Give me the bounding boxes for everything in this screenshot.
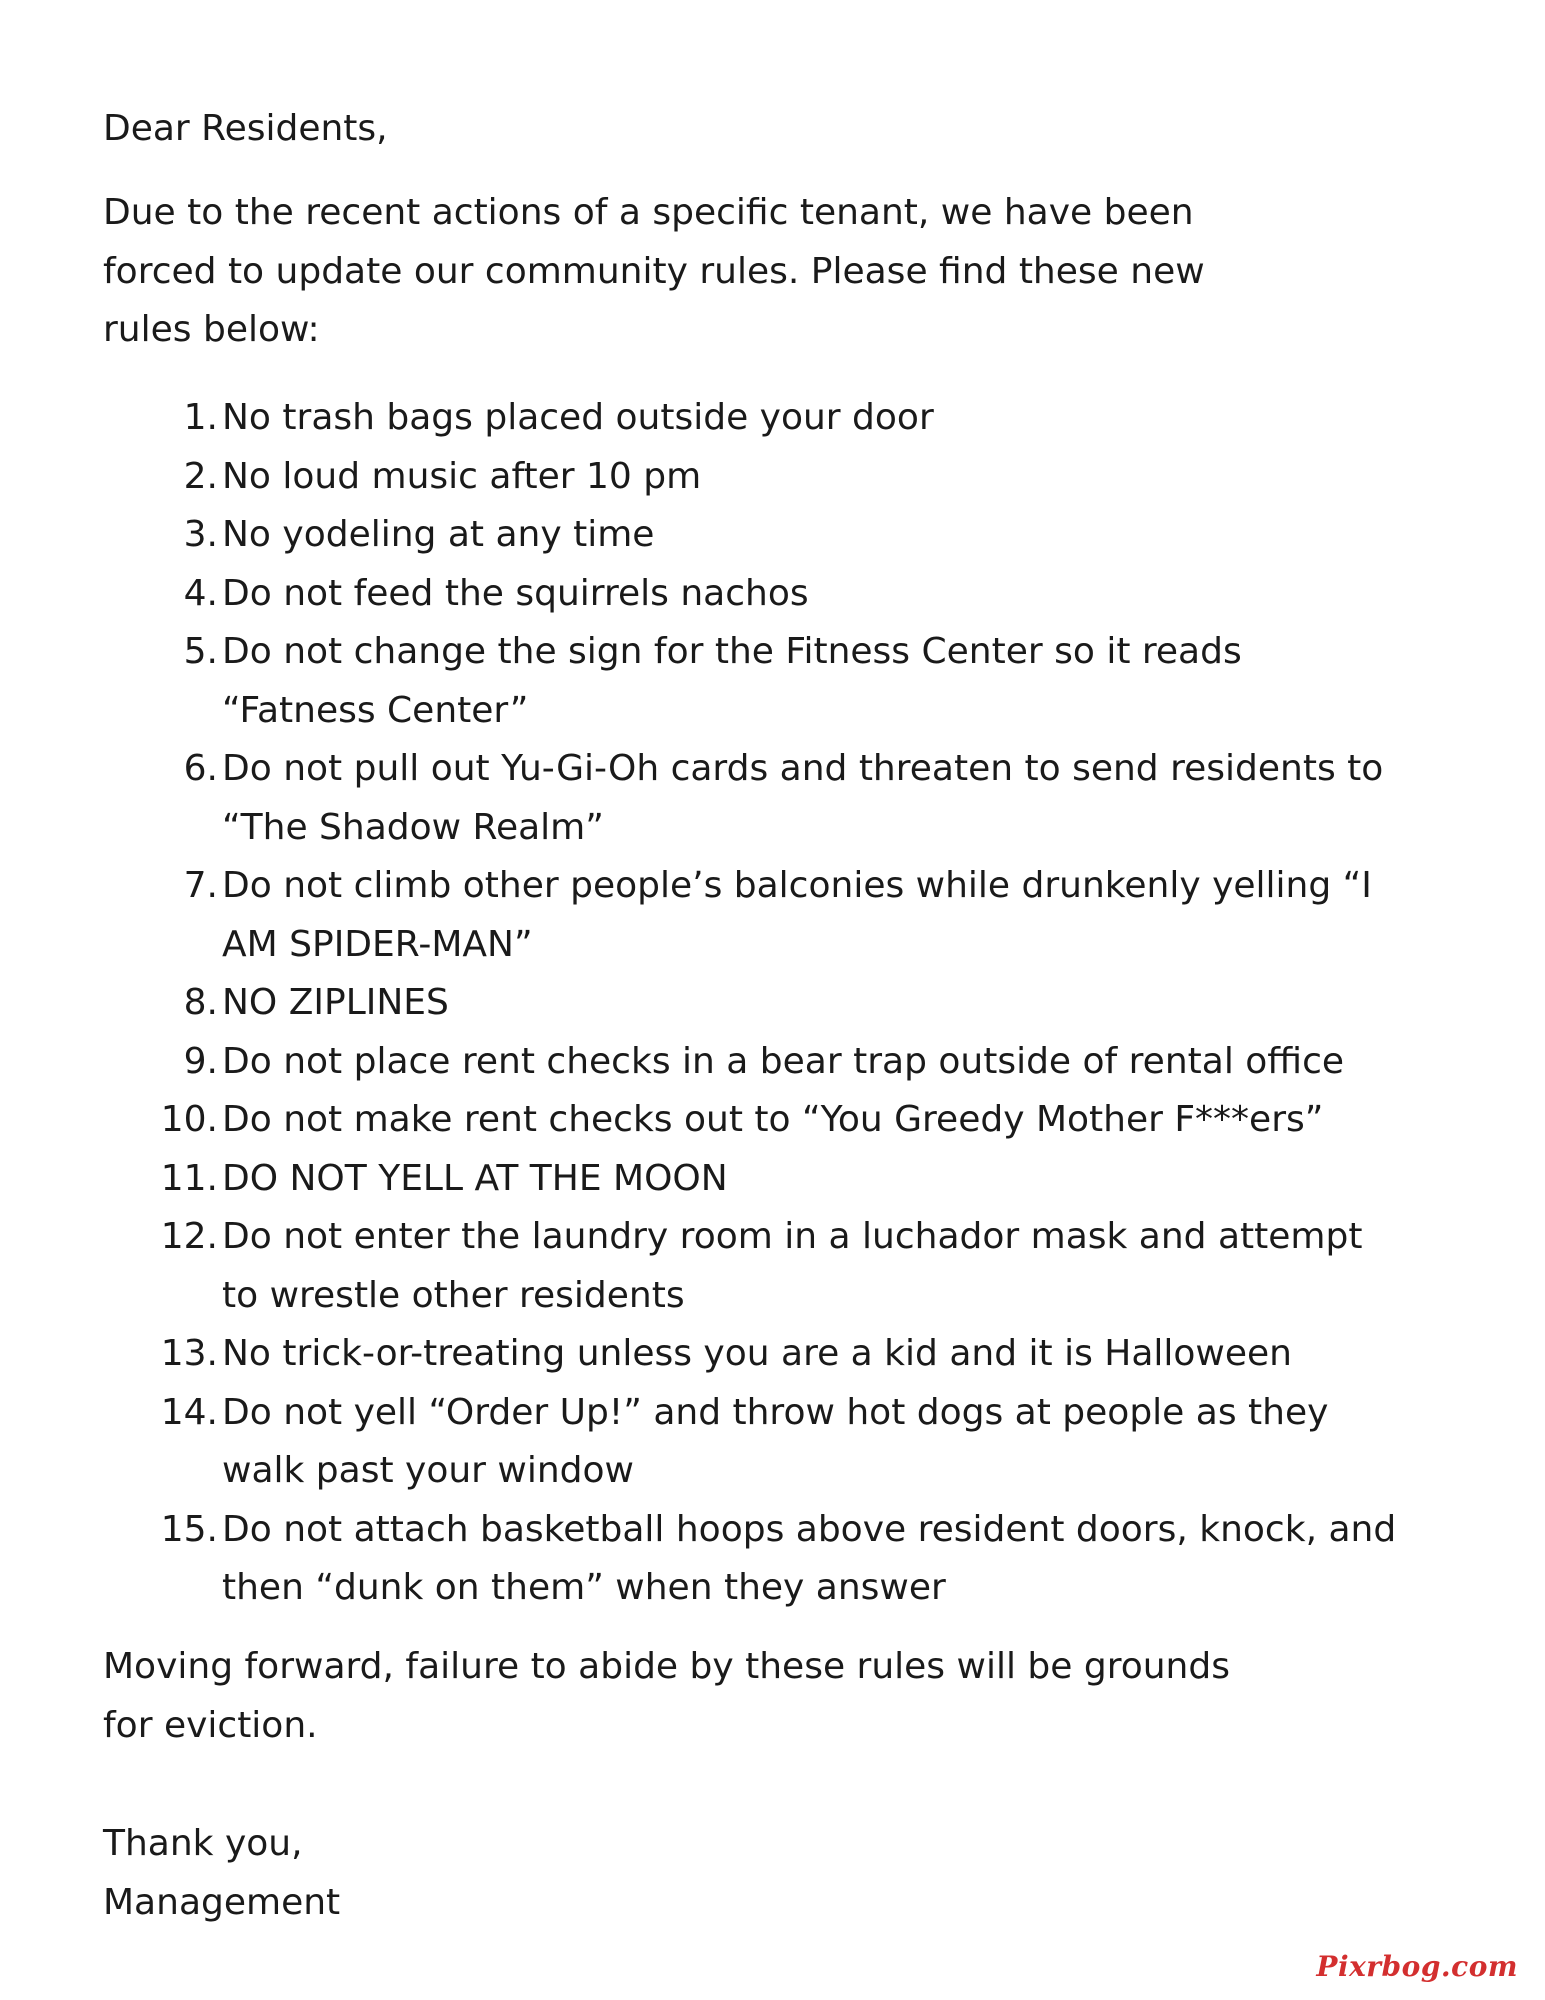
rules-list bbox=[0, 389, 1545, 1618]
rule-item bbox=[0, 1501, 1545, 1618]
rule-text bbox=[222, 1150, 1545, 1209]
rule-line: Do not attach basketball hoops above resident doors, knock, and bbox=[222, 1508, 1397, 1550]
rule-text bbox=[222, 1325, 1545, 1384]
rule-text bbox=[222, 506, 1545, 565]
rule-number: 14. bbox=[160, 1391, 218, 1433]
rule-item bbox=[0, 623, 1545, 740]
rule-line: NO ZIPLINES bbox=[222, 982, 449, 1023]
rule-text bbox=[222, 857, 1545, 974]
rule-number: 7. bbox=[183, 865, 218, 906]
rule-line: AM SPIDER-MAN” bbox=[222, 923, 533, 965]
rule-text bbox=[222, 565, 1545, 624]
rule-number: 2. bbox=[183, 455, 218, 497]
rule-line: “The Shadow Realm” bbox=[222, 806, 604, 848]
rule-number: 4. bbox=[183, 572, 218, 614]
rule-item bbox=[0, 389, 1545, 448]
rule-line: Do not make rent checks out to “You Greedy Mother F***ers” bbox=[222, 1099, 1324, 1140]
rule-number: 5. bbox=[183, 631, 218, 672]
rule-text bbox=[222, 1208, 1545, 1325]
rule-text bbox=[222, 1091, 1545, 1150]
rule-text bbox=[222, 740, 1545, 857]
rule-item bbox=[0, 506, 1545, 565]
closing-paragraph bbox=[103, 1638, 1230, 1755]
closing-line: for eviction. bbox=[103, 1704, 318, 1746]
rule-item bbox=[0, 1208, 1545, 1325]
watermark: Pixrbog.com bbox=[1316, 1950, 1518, 1983]
rule-line: No loud music after 10 pm bbox=[222, 455, 702, 497]
rule-text bbox=[222, 1384, 1545, 1501]
rule-line: Do not climb other people’s balconies while drunkenly yelling “I bbox=[222, 865, 1372, 906]
rule-number: 13. bbox=[160, 1333, 218, 1374]
rule-number: 6. bbox=[183, 748, 218, 789]
intro-line: Due to the recent actions of a specific tenant, we have been bbox=[103, 192, 1194, 233]
intro-paragraph bbox=[103, 184, 1303, 360]
rule-line: Do not change the sign for the Fitness Center so it reads bbox=[222, 631, 1242, 672]
rule-line: Do not place rent checks in a bear trap outside of rental office bbox=[222, 1040, 1345, 1082]
rule-item bbox=[0, 1384, 1545, 1501]
greeting: Dear Residents, bbox=[103, 108, 388, 149]
rule-text bbox=[222, 623, 1545, 740]
signature: Management bbox=[103, 1881, 341, 1923]
closing-line: Moving forward, failure to abide by these rules will be grounds bbox=[103, 1646, 1230, 1687]
rule-number: 11. bbox=[160, 1157, 218, 1199]
rule-item bbox=[0, 1091, 1545, 1150]
rule-number: 1. bbox=[183, 397, 218, 438]
rule-line: No trick-or-treating unless you are a kid and it is Halloween bbox=[222, 1333, 1292, 1374]
rule-text bbox=[222, 1501, 1545, 1618]
rule-line: Do not yell “Order Up!” and throw hot dogs at people as they bbox=[222, 1391, 1329, 1433]
rule-line: DO NOT YELL AT THE MOON bbox=[222, 1157, 728, 1199]
signoff-text: Thank you, bbox=[103, 1823, 303, 1864]
rule-line: No yodeling at any time bbox=[222, 514, 655, 555]
rule-text bbox=[222, 448, 1545, 507]
rule-item bbox=[0, 565, 1545, 624]
rule-line: Do not feed the squirrels nachos bbox=[222, 572, 809, 614]
signoff-block bbox=[103, 1815, 340, 1932]
rule-line: “Fatness Center” bbox=[222, 689, 529, 731]
rule-item bbox=[0, 857, 1545, 974]
rule-number: 3. bbox=[183, 514, 218, 555]
rule-text bbox=[222, 1033, 1545, 1092]
rule-number: 10. bbox=[160, 1099, 218, 1140]
rule-line: then “dunk on them” when they answer bbox=[222, 1567, 946, 1608]
rule-line: Do not enter the laundry room in a luchador mask and attempt bbox=[222, 1216, 1363, 1257]
rule-line: No trash bags placed outside your door bbox=[222, 397, 934, 438]
rule-item bbox=[0, 740, 1545, 857]
rule-number: 15. bbox=[160, 1508, 218, 1550]
intro-line: forced to update our community rules. Please find these new bbox=[103, 250, 1205, 292]
rule-text bbox=[222, 974, 1545, 1033]
rule-line: Do not pull out Yu-Gi-Oh cards and threaten to send residents to bbox=[222, 748, 1384, 789]
rule-number: 9. bbox=[183, 1040, 218, 1082]
rule-number: 8. bbox=[183, 982, 218, 1023]
rule-item bbox=[0, 448, 1545, 507]
rule-item bbox=[0, 1150, 1545, 1209]
intro-line: rules below: bbox=[103, 309, 320, 350]
rule-line: to wrestle other residents bbox=[222, 1274, 685, 1316]
rule-item bbox=[0, 1033, 1545, 1092]
rule-text bbox=[222, 389, 1545, 448]
rule-item bbox=[0, 1325, 1545, 1384]
rule-item bbox=[0, 974, 1545, 1033]
rule-line: walk past your window bbox=[222, 1450, 634, 1491]
rule-number: 12. bbox=[160, 1216, 218, 1257]
